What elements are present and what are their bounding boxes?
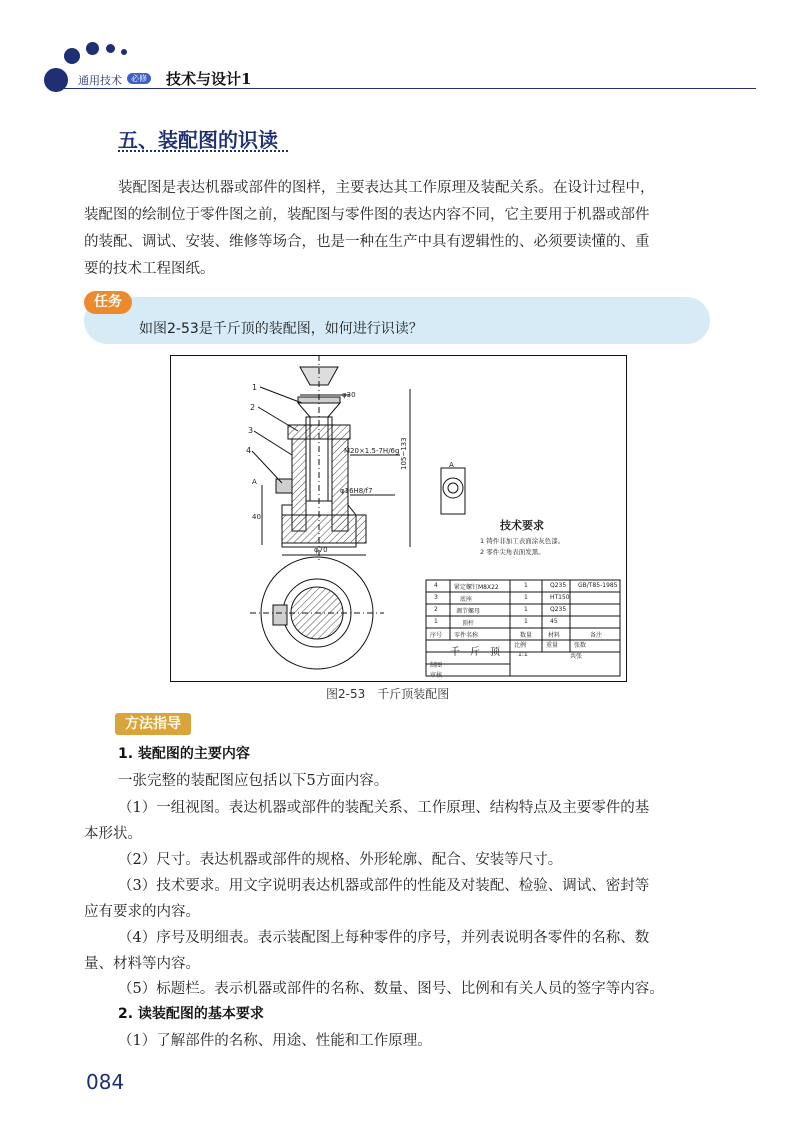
tech-req-title: 技术要求	[500, 519, 544, 532]
section-mark-a-2: A	[449, 461, 454, 469]
title-block-scale: 比例	[514, 642, 527, 649]
bom-row-4-qty: 1	[524, 582, 528, 589]
bom-row-1-qty: 1	[524, 618, 528, 625]
callout-1: 1	[252, 383, 258, 392]
bom-row-2-mat: Q235	[550, 606, 567, 613]
bom-row-1-name: 顶杆	[462, 620, 475, 627]
tech-req-1: 1 铸件非加工表面涂灰色漆。	[480, 537, 565, 545]
page-number: 084	[86, 1070, 125, 1094]
bom-header-note: 备注	[590, 632, 603, 639]
method-heading-2: 2. 读装配图的基本要求	[118, 1006, 264, 1022]
bom-row-2-name: 调节螺母	[456, 608, 481, 615]
bom-row-3-qty: 1	[524, 594, 528, 601]
method-line-10: （1）了解部件的名称、用途、性能和工作原理。	[118, 1033, 432, 1049]
header-book-title: 技术与设计1	[166, 70, 252, 88]
title-block-scale-value: 1:1	[518, 651, 528, 658]
header-dot-3	[106, 44, 115, 53]
title-block-check: 审核	[430, 672, 443, 679]
title-block-weight: 重量	[546, 642, 559, 649]
header-badge: 必修	[127, 73, 151, 84]
bom-row-1-no: 1	[434, 618, 438, 625]
bom-row-4-no: 4	[434, 582, 438, 589]
figure-caption: 图2-53 千斤顶装配图	[326, 687, 450, 701]
bom-header-no: 序号	[430, 632, 443, 639]
section-title: 五、装配图的识读	[118, 128, 278, 152]
dim-40: 40	[252, 513, 261, 521]
task-text: 如图2-53是千斤顶的装配图，如何进行识读？	[139, 321, 423, 337]
bom-row-3-mat: HT150	[550, 594, 570, 601]
bom-row-2-qty: 1	[524, 606, 528, 613]
title-block-name: 千 斤 顶	[450, 647, 500, 658]
dim-fit: φ16H8/f7	[340, 487, 373, 495]
bom-row-1-mat: 45	[550, 618, 558, 625]
method-line-9: （5）标题栏。表示机器或部件的名称、数量、图号、比例和有关人员的签字等内容。	[118, 981, 664, 997]
section-title-underline	[118, 150, 288, 156]
callout-3: 3	[248, 426, 254, 435]
title-block-total: 共张	[570, 653, 583, 660]
bom-row-3-name: 底座	[460, 596, 473, 603]
dim-height: 105~133	[400, 437, 408, 470]
callout-2: 2	[250, 403, 256, 412]
method-heading-1: 1. 装配图的主要内容	[118, 746, 250, 762]
header-dot-1	[64, 48, 80, 64]
header-dot-4	[121, 49, 127, 55]
callout-4: 4	[246, 446, 252, 455]
method-line-3: 本形状。	[84, 826, 142, 842]
intro-line-2: 装配图的绘制位于零件图之前，装配图与零件图的表达内容不同，它主要用于机器或部件	[84, 207, 650, 223]
bom-header-name: 零件名称	[454, 632, 479, 639]
method-line-7: （4）序号及明细表。表示装配图上每种零件的序号，并列表说明各零件的名称、数	[118, 930, 650, 946]
method-line-1: 一张完整的装配图应包括以下5方面内容。	[118, 773, 389, 789]
header-series-label: 通用技术	[78, 74, 122, 87]
header-dot-2	[86, 42, 99, 55]
intro-line-3: 的装配、调试、安装、维修等场合，也是一种在生产中具有逻辑性的、必须要读懂的、重	[84, 234, 650, 250]
tech-req-2: 2 零件尖角表面发黑。	[480, 548, 545, 556]
bom-row-4-name: 紧定螺钉M8X22	[454, 584, 499, 591]
section-mark-a-1: A	[252, 478, 257, 486]
method-line-8: 量、材料等内容。	[84, 956, 200, 972]
method-line-4: （2）尺寸。表达机器或部件的规格、外形轮廓、配合、安装等尺寸。	[118, 852, 563, 868]
intro-line-1: 装配图是表达机器或部件的图样，主要表达其工作原理及装配关系。在设计过程中，	[118, 180, 655, 196]
intro-line-4: 要的技术工程图纸。	[84, 261, 215, 277]
title-block-draw: 制图	[430, 662, 443, 669]
bom-header-qty: 数量	[520, 632, 533, 639]
dim-phi30: φ30	[342, 391, 356, 399]
dim-thread: M20×1.5-7H/6g	[344, 447, 400, 455]
method-tag: 方法指导	[115, 713, 191, 735]
bom-row-4-mat: Q235	[550, 582, 567, 589]
bom-row-4-note: GB/T85-1985	[578, 582, 618, 589]
bom-header-mat: 材料	[548, 632, 561, 639]
title-block-sheets: 张数	[574, 642, 587, 649]
bom-row-3-no: 3	[434, 594, 438, 601]
method-line-6: 应有要求的内容。	[84, 904, 200, 920]
header-rule	[52, 88, 756, 89]
dim-phi70: φ70	[314, 546, 328, 554]
task-tag: 任务	[84, 291, 132, 314]
method-line-2: （1）一组视图。表达机器或部件的装配关系、工作原理、结构特点及主要零件的基	[118, 800, 650, 816]
bom-row-2-no: 2	[434, 606, 438, 613]
method-line-5: （3）技术要求。用文字说明表达机器或部件的性能及对装配、检验、调试、密封等	[118, 878, 650, 894]
